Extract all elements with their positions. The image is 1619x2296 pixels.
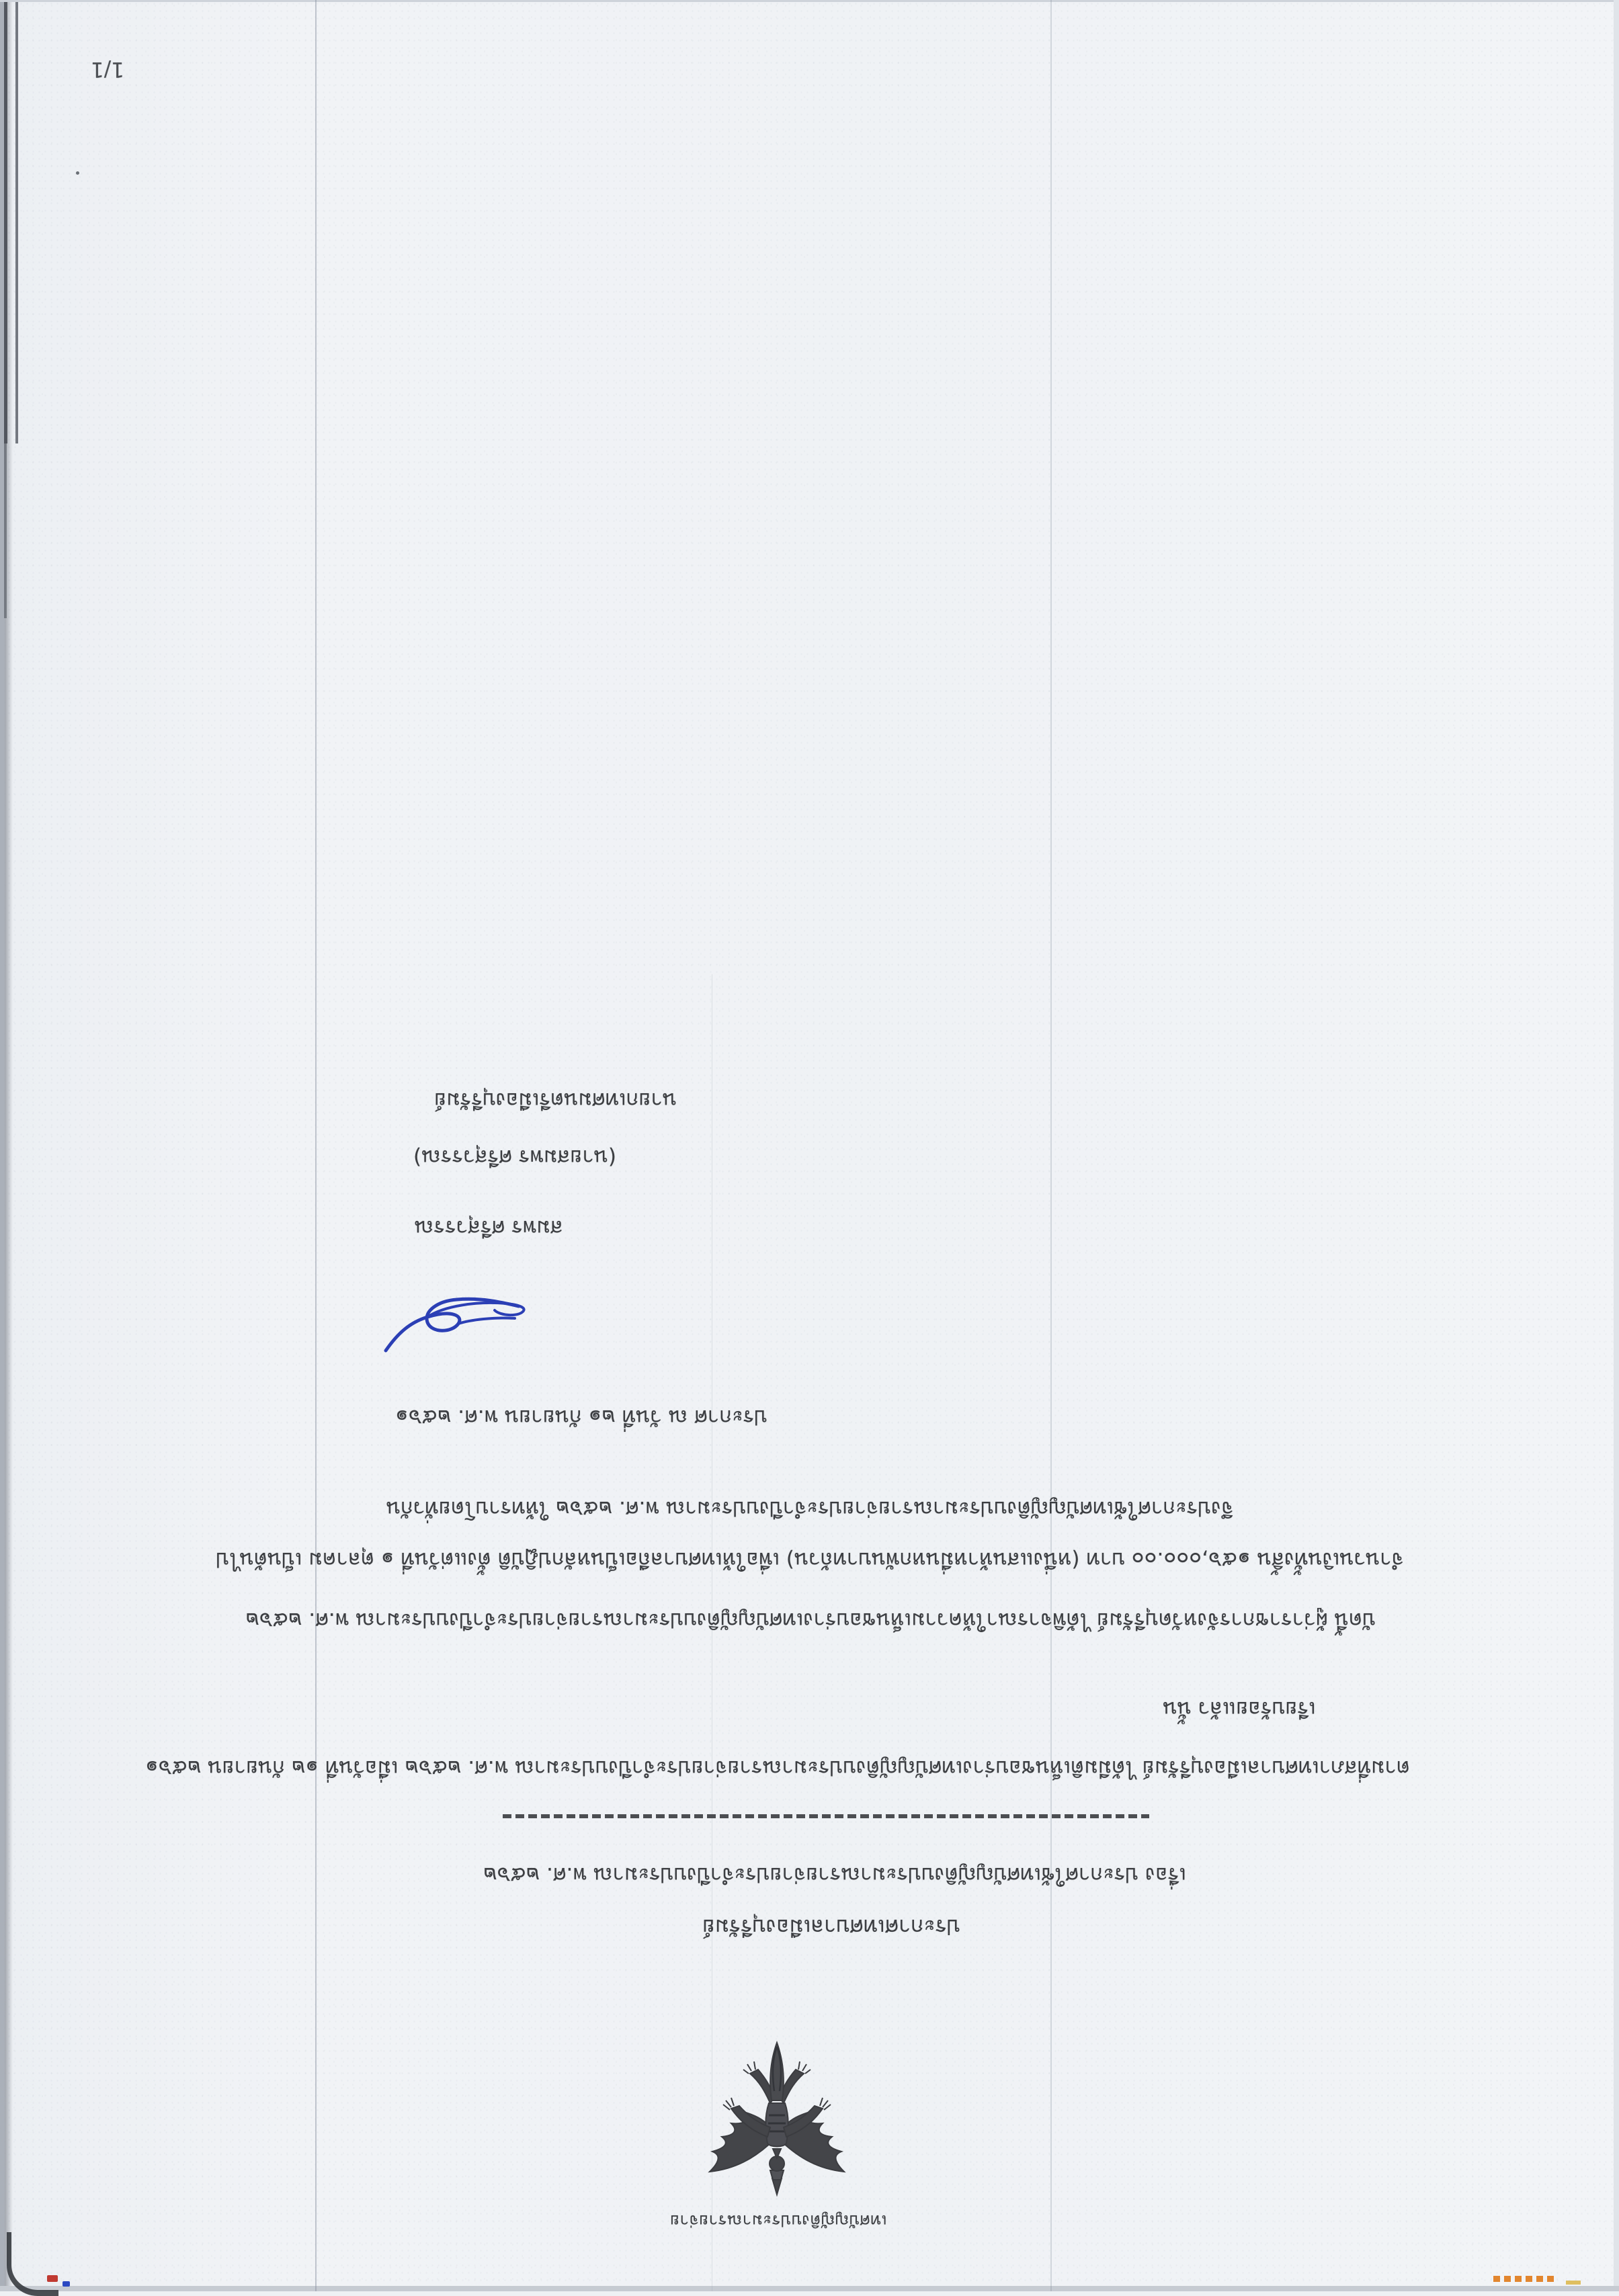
scan-left-edge-dark-segment bbox=[4, 443, 13, 618]
blue-ink-speck bbox=[63, 2281, 70, 2287]
body-paragraph2-line2: จำนวนเงินทั้งสิ้น ๑๕๖,๐๐๐.๐๐ บาท (หนึ่งแสนห้าหมื่นหกพันบาทถ้วน) เพื่อให้เทศบาลถือเป็นหลักปฏิบัติ ตั้งแต่วันที่ ๑ ตุลาคม เป็นต้นไป bbox=[216, 1547, 1404, 1572]
ink-dot bbox=[76, 171, 79, 175]
attachment-header-line: เทศบัญญัติงบประมาณรายจ่าย bbox=[669, 2211, 887, 2231]
dashed-separator-line bbox=[503, 1814, 1149, 1818]
scan-left-edge-dark-lines bbox=[4, 0, 24, 443]
orange-edge-marks bbox=[1493, 2276, 1558, 2282]
scan-top-edge-line bbox=[0, 0, 1619, 2]
body-closing-line: จึงประกาศใช้เทศบัญญัติงบประมาณรายจ่ายประจำปีงบประมาณ พ.ศ. ๒๕๖๒ ให้ทราบโดยทั่วกัน bbox=[386, 1496, 1234, 1521]
yellow-edge-mark bbox=[1566, 2281, 1581, 2285]
scan-bottom-edge bbox=[0, 2286, 1619, 2291]
signer-position: นายกเทศมนตรีเมืองบุรีรัมย์ bbox=[434, 1088, 677, 1112]
red-ink-speck bbox=[47, 2275, 58, 2282]
page-number: 1/1 bbox=[91, 57, 124, 81]
signer-name-parenthesized: (นายสมพร ศรีสุวรรณ) bbox=[413, 1145, 616, 1169]
body-paragraph2-line1: บัดนี้ ผู้ว่าราชการจังหวัดบุรีรัมย์ ได้พิจารณาให้ความเห็นชอบร่างเทศบัญญัติงบประมาณรายจ่ายประจำปีงบประมาณ พ.ศ. ๒๕๖๒ bbox=[245, 1608, 1376, 1632]
body-paragraph1-line2: เรียบร้อยแล้ว นั้น bbox=[1163, 1697, 1316, 1721]
announced-date-line: ประกาศ ณ วันที่ ๒๑ กันยายน พ.ศ. ๒๕๖๑ bbox=[395, 1405, 767, 1429]
garuda-emblem bbox=[692, 2033, 862, 2199]
document-subject-line: เรื่อง ประกาศใช้เทศบัญญัติงบประมาณรายจ่ายประจำปีงบประมาณ พ.ศ. ๒๕๖๒ bbox=[483, 1863, 1186, 1887]
handwritten-signature bbox=[363, 1269, 544, 1363]
body-paragraph1-line1: ตามที่สภาเทศบาลเมืองบุรีรัมย์ ได้มีมติเห็นชอบร่างเทศบัญญัติงบประมาณรายจ่ายประจำปีงบประมาณ พ.ศ. ๒๕๖๒ เมื่อวันที่ ๑๒ กันยายน ๒๕๖๑ bbox=[145, 1756, 1410, 1780]
document-title-line: ประกาศเทศบาลเมืองบุรีรัมย์ bbox=[702, 1914, 960, 1941]
scan-right-edge bbox=[1614, 0, 1619, 2291]
signer-typed-name: สมพร ศรีสุวรรณ bbox=[414, 1216, 563, 1240]
